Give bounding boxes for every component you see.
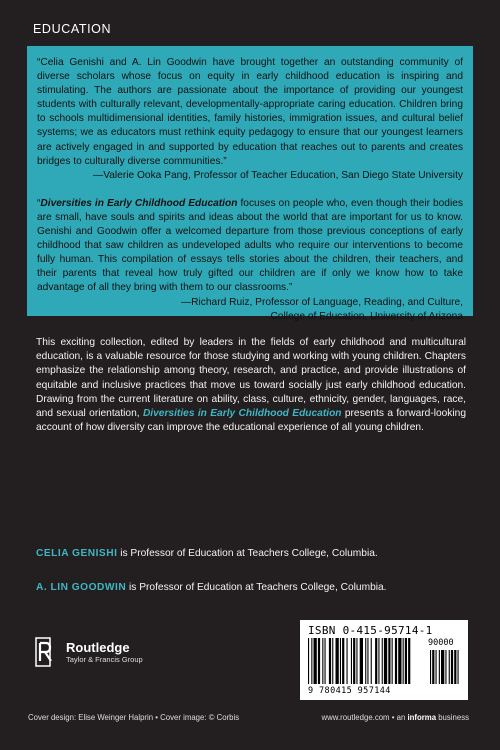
publisher-website (322, 713, 469, 722)
open-quote-mark: “ (37, 197, 41, 209)
cover-credits: Cover design: Elise Weinger Halprin • Cover image: © Corbis (28, 713, 240, 722)
endorsement-2-attribution-line2: College of Education, University of Arizona (270, 310, 463, 322)
endorsement-1 (37, 56, 463, 183)
endorsement-1-attribution: —Valerie Ooka Pang, Professor of Teacher Education, San Diego State University (93, 169, 463, 181)
endorsement-2-book-title: Diversities in Early Childhood Education (40, 197, 238, 209)
description-book-title: Diversities in Early Childhood Education (142, 408, 342, 420)
isbn-label: ISBN 0-415-95714-1 (308, 624, 433, 637)
publisher-logo (32, 636, 143, 668)
endorsements-panel (27, 46, 473, 322)
endorsement-1-text: “Celia Genishi and A. Lin Goodwin have brought together an outstanding community of diverse scholars whose focus on equity in early childhood education is inspiring and stimulating. The authors are passionate about the importance of providing our youngest students with culturally relevant, developmentally-appropriate caring education. Children bring to schools multidimensional identities, family histories, immigration issues, and cultural belief systems; we as educators must rethink equity pedagogy to ensure that our youngest learners are actively engaged in and supported by education that reaches out to parents and creates bridges to culturally diverse communities.” (37, 57, 463, 167)
endorsement-2-text (37, 197, 463, 296)
description-part2: presents a forward-looking account of how diversity can improve the educational experience of all young children. (36, 408, 466, 434)
author-bio-1 (36, 547, 466, 561)
informa-word: informa (407, 713, 437, 722)
endorsement-2-body: focuses on people who, even though their bodies are small, have souls and spirits and ideas about the world that are important for us to know. Genishi and Goodwin offer a welcomed departure from those previous conceptions of early childhood that saw children as undeveloped adults who require our interventions to become fully human. This compilation of essays tells stories about the children, their teachers, and their parents that reveal how truly gifted our children are if only we know how to take advantage of all they bring with them to our classrooms.” (37, 197, 463, 294)
author-name-2: A. LIN GOODWIN (36, 582, 127, 593)
isbn-barcode (300, 620, 468, 700)
author-bio-text-1: is Professor of Education at Teachers College, Columbia. (117, 548, 378, 559)
category-label: EDUCATION (33, 22, 112, 36)
book-description (36, 336, 466, 435)
endorsement-2-attribution-line1: —Richard Ruiz, Professor of Language, Reading, and Culture, (180, 296, 463, 308)
publisher-group: Taylor & Francis Group (66, 654, 143, 664)
publisher-name: Routledge (66, 639, 130, 655)
website-prefix: www.routledge.com • an (321, 713, 408, 722)
barcode-digits: 9 780415 957144 (308, 686, 391, 696)
author-bio-2 (36, 581, 466, 595)
routledge-r-icon (32, 636, 62, 668)
website-suffix: business (436, 713, 469, 722)
barcode-addon-digits: 90000 (428, 638, 454, 648)
author-name-1: CELIA GENISHI (36, 548, 118, 559)
endorsement-2 (37, 197, 463, 324)
description-part1: This exciting collection, edited by leaders in the fields of early childhood and multicultural education, is a valuable resource for those studying and working with young children. Chapters emphasize the relationship among theory, research, and practice, and provide illustrations of equitable and inclusive practices that move us toward socially just early childhood education. Drawing from the current literature on ability, class, culture, ethnicity, gender, languages, race, and sexual orientation, (36, 337, 466, 420)
author-bio-text-2: is Professor of Education at Teachers College, Columbia. (126, 582, 387, 593)
